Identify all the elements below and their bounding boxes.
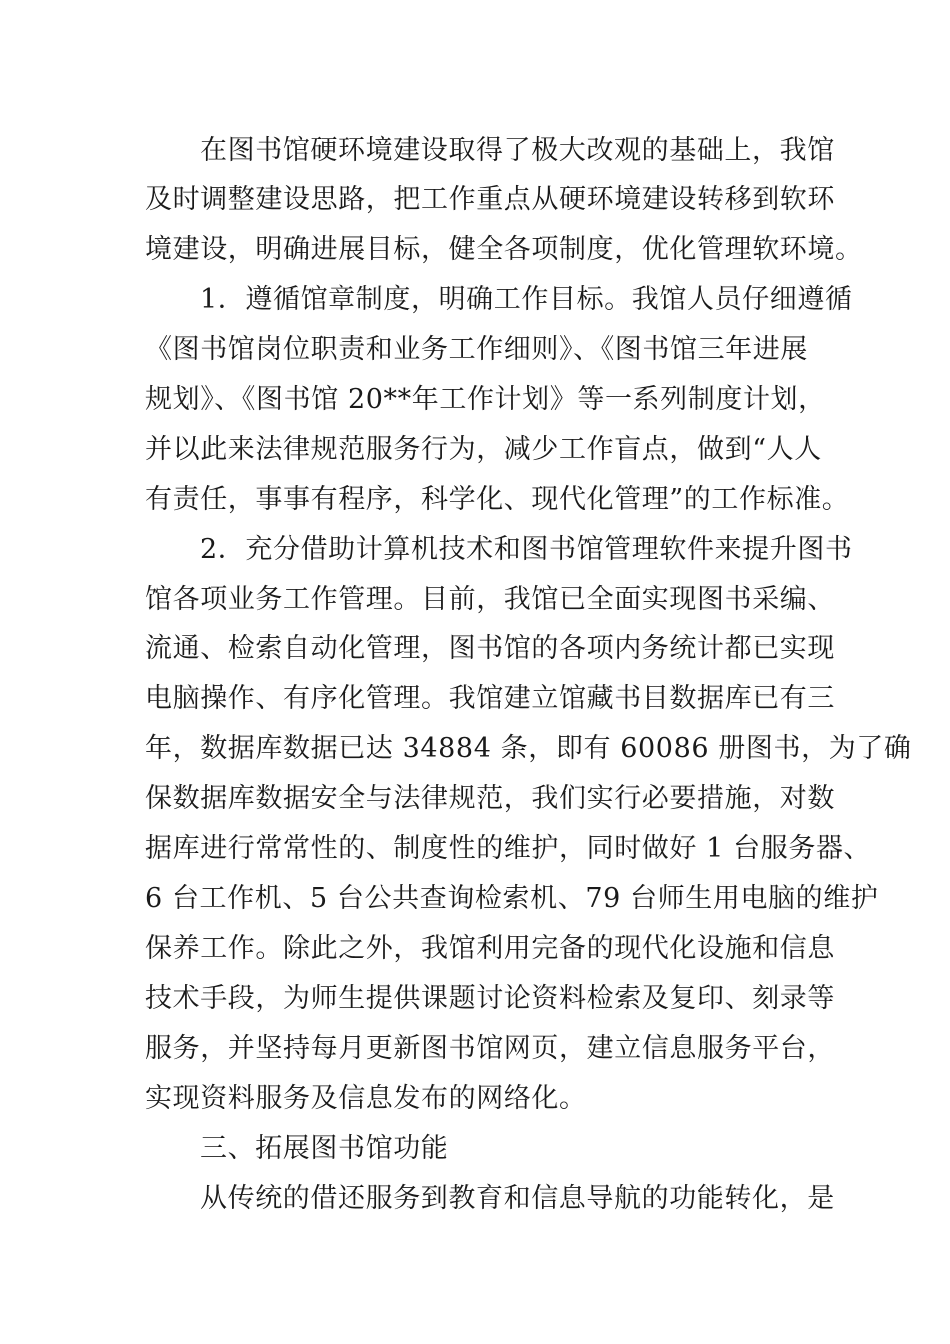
- section-heading: 三、拓展图书馆功能: [200, 1133, 449, 1164]
- text-line: 保数据库数据安全与法律规范，我们实行必要措施，对数: [145, 783, 835, 814]
- text-line: 2．充分借助计算机技术和图书馆管理软件来提升图书: [200, 534, 853, 565]
- text-line: 境建设，明确进展目标，健全各项制度，优化管理软环境。: [145, 234, 863, 265]
- text-line: 年，数据库数据已达 34884 条，即有 60086 册图书，为了确: [145, 733, 912, 764]
- text-line: 6 台工作机、5 台公共查询检索机、79 台师生用电脑的维护: [145, 883, 879, 914]
- text-line: 在图书馆硬环境建设取得了极大改观的基础上，我馆: [200, 135, 835, 166]
- text-line: 1．遵循馆章制度，明确工作目标。我馆人员仔细遵循: [200, 284, 853, 315]
- text-line: 据库进行常常性的、制度性的维护，同时做好 1 台服务器、: [145, 833, 872, 864]
- text-line: 《图书馆岗位职责和业务工作细则》、《图书馆三年进展: [145, 334, 808, 365]
- text-line: 有责任，事事有程序，科学化、现代化管理”的工作标准。: [145, 484, 850, 515]
- text-line: 规划》、《图书馆 20**年工作计划》等一系列制度计划，: [145, 384, 826, 415]
- text-line: 服务，并坚持每月更新图书馆网页，建立信息服务平台，: [145, 1033, 835, 1064]
- text-line: 电脑操作、有序化管理。我馆建立馆藏书目数据库已有三: [145, 683, 835, 714]
- text-line: 从传统的借还服务到教育和信息导航的功能转化，是: [200, 1183, 835, 1214]
- text-line: 及时调整建设思路，把工作重点从硬环境建设转移到软环: [145, 184, 835, 215]
- text-line: 馆各项业务工作管理。目前，我馆已全面实现图书采编、: [145, 584, 835, 615]
- text-line: 技术手段，为师生提供课题讨论资料检索及复印、刻录等: [145, 983, 835, 1014]
- text-line: 实现资料服务及信息发布的网络化。: [145, 1083, 587, 1114]
- text-line: 流通、检索自动化管理，图书馆的各项内务统计都已实现: [145, 633, 835, 664]
- text-line: 并以此来法律规范服务行为，减少工作盲点，做到“人人: [145, 434, 822, 465]
- text-line: 保养工作。除此之外，我馆利用完备的现代化设施和信息: [145, 933, 835, 964]
